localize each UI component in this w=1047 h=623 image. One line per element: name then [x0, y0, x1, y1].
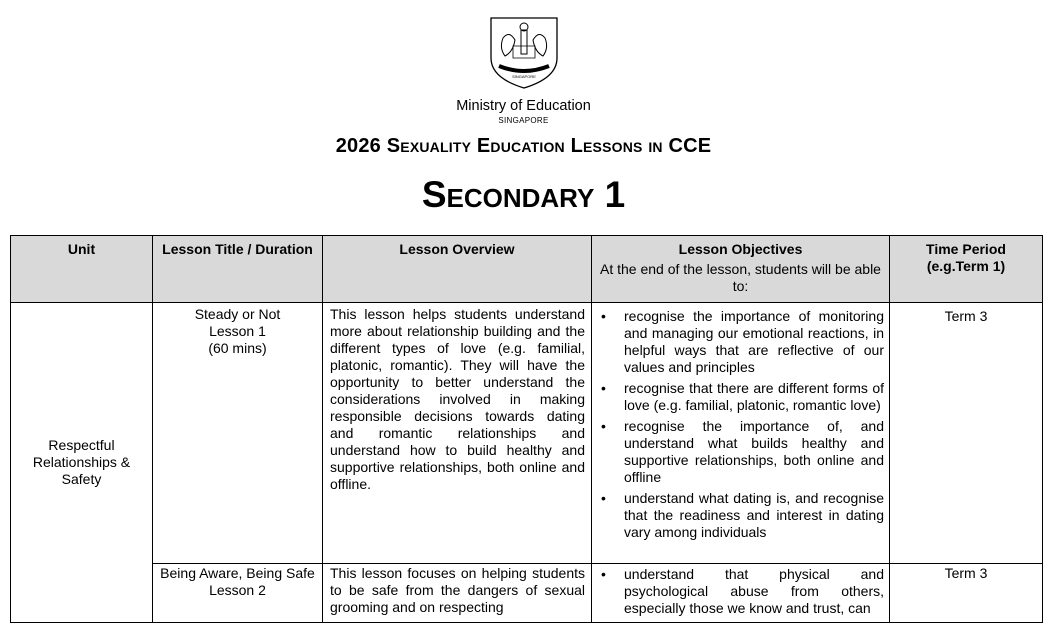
ministry-crest-icon: [489, 16, 559, 90]
time-period-cell: Term 3: [890, 303, 1043, 564]
lesson-title-cell: Being Aware, Being Safe Lesson 2: [153, 564, 323, 623]
lesson-objectives-cell: [592, 303, 890, 564]
table-header-row: [11, 236, 1043, 303]
column-header-objectives: Lesson Objectives At the end of the lesson, students will be able to:: [592, 236, 890, 303]
objective-item: • recognise the importance of monitoring and managing our emotional reactions, in helpful ways that are reflective of our values and principles: [592, 308, 884, 376]
objective-item: • understand that physical and psychological abuse from others, especially those we know and trust, can: [592, 566, 884, 617]
svg-text:SINGAPORE: SINGAPORE: [512, 74, 536, 79]
time-period-cell: Term 3: [890, 564, 1043, 623]
objectives-subheader: At the end of the lesson, students will be able to:: [600, 261, 881, 294]
column-header-unit: Unit: [11, 236, 153, 303]
table-row: [11, 564, 1043, 623]
lesson-overview-cell: This lesson helps students understand more about relationship building and the different types of love (e.g. familial, platonic, romantic). They will have the opportunity to better understand the considerations involved in making responsible decisions towards dating and romantic relationships and understand how to build healthy and supportive relationships, both online and offline.: [323, 303, 592, 564]
objectives-list: [592, 308, 889, 541]
lesson-objectives-cell: [592, 564, 890, 623]
objective-item: • recognise that there are different forms of love (e.g. familial, platonic, romantic love): [592, 380, 884, 414]
ministry-country: SINGAPORE: [498, 116, 549, 125]
document-title: Secondary 1: [421, 174, 626, 215]
objectives-list: [592, 566, 889, 617]
lesson-title-cell: Steady or Not Lesson 1 (60 mins): [153, 303, 323, 564]
objective-item: • recognise the importance of, and understand what builds healthy and supportive relationships, both online and offline: [592, 418, 884, 486]
unit-cell: Respectful Relationships & Safety: [11, 303, 153, 623]
column-header-lesson-title: Lesson Title / Duration: [153, 236, 323, 303]
objective-item: • understand what dating is, and recognise that the readiness and interest in dating vary among individuals: [592, 490, 884, 541]
ministry-name: Ministry of Education: [456, 98, 591, 114]
column-header-time-period: Time Period (e.g.Term 1): [890, 236, 1043, 303]
lesson-overview-cell: This lesson focuses on helping students to be safe from the dangers of sexual grooming and on respecting: [323, 564, 592, 623]
document-subtitle: 2026 Sexuality Education Lessons in CCE: [335, 135, 712, 157]
column-header-overview: Lesson Overview: [323, 236, 592, 303]
table-row: [11, 303, 1043, 564]
lessons-table: [10, 235, 1043, 623]
